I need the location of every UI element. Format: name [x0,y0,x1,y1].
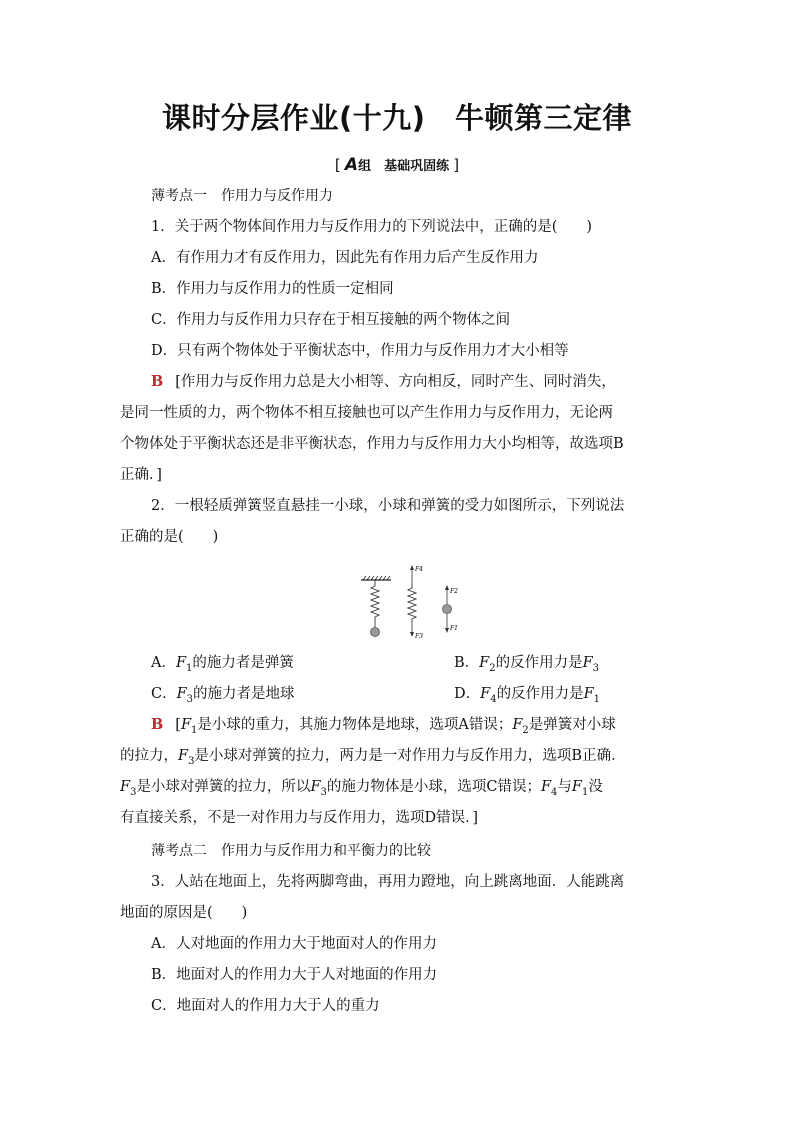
question-1-stem: 1．关于两个物体间作用力与反作用力的下列说法中，正确的是( ) [151,219,593,235]
question-3-stem-line-2: 地面的原因是( ) [120,905,248,921]
page-title: 课时分层作业(十九) 牛顿第三定律 [161,101,632,135]
question-2-option-d: D．$F_4$的反作用力是$F_1$ [454,686,601,705]
question-1-option-c: C．作用力与反作用力只存在于相互接触的两个物体之间 [151,312,511,328]
question-2-option-b: B．$F_2$的反作用力是$F_3$ [454,655,600,674]
question-1-option-a: A．有作用力才有反作用力，因此先有作用力后产生反作用力 [151,250,539,266]
question-2-explanation-line-4: 有直接关系，不是一对作用力与反作用力，选项D错误．] [120,810,479,826]
ball-2 [443,605,452,614]
question-2-explanation-line-2: 的拉力，$F_3$是小球对弹簧的拉力，两力是一对作用力与反作用力，选项B正确． [120,748,626,767]
section-heading-2: 薄考点二 作用力与反作用力和平衡力的比较 [151,843,431,859]
question-2-option-c: C．$F_3$的施力者是地球 [151,686,295,705]
bracket-close: ] [453,156,460,174]
question-3-stem-line-1: 3．人站在地面上，先将两脚弯曲，再用力蹬地，向上跳离地面．人能跳离 [151,874,625,890]
question-3-option-c: C．地面对人的作用力大于人的重力 [151,998,380,1014]
question-1-explanation-line-2: 是同一性质的力，两个物体不相互接触也可以产生作用力与反作用力，无论两 [120,405,613,421]
question-2-answer: B [151,716,164,733]
question-2-option-a: A．$F_1$的施力者是弹簧 [151,655,294,674]
f1-arrowhead [445,628,449,633]
spring-ball-force-figure [355,562,475,642]
question-1-explanation-line-1 [151,372,681,392]
f1-label: F1 [450,625,458,632]
question-2-explanation-line-3: $F_3$是小球对弹簧的拉力，所以$F_3$的施力物体是小球，选项C错误；$F_4$与$F_1$没 [120,779,603,798]
explanation-text: [作用力与反作用力总是大小相等、方向相反，同时产生、同时消失， [175,374,616,390]
question-3-option-b: B．地面对人的作用力大于人对地面的作用力 [151,967,438,983]
question-2-explanation-line-1: B [$F_1$是小球的重力，其施力物体是地球，选项A错误；$F_2$是弹簧对小球 [151,716,616,736]
question-1-explanation-line-4: 正确．] [120,467,162,483]
bracket-open: [ [334,156,341,174]
spring-2 [408,584,416,622]
f3-arrowhead [410,632,414,637]
group-letter: A [344,155,359,175]
question-1-explanation-line-3: 个物体处于平衡状态还是非平衡状态，作用力与反作用力大小均相等，故选项B [120,436,624,452]
question-2-stem-line-1: 2．一根轻质弹簧竖直悬挂一小球，小球和弹簧的受力如图所示，下列说法 [151,498,625,514]
ball-1 [371,628,380,637]
group-label: 组 基础巩固练 [358,159,450,174]
spring-1 [371,580,379,628]
question-1-option-d: D．只有两个物体处于平衡状态中，作用力与反作用力才大小相等 [151,343,569,359]
f3-label: F3 [415,633,423,640]
group-banner [0,155,794,175]
f2-arrowhead [445,585,449,590]
question-1-option-b: B．作用力与反作用力的性质一定相同 [151,281,394,297]
question-2-stem-line-2: 正确的是( ) [120,529,219,545]
question-3-option-a: A．人对地面的作用力大于地面对人的作用力 [151,936,437,952]
f2-label: F2 [450,588,458,595]
question-1-answer: B [151,373,164,390]
section-heading-1: 薄考点一 作用力与反作用力 [151,188,333,204]
f4-arrowhead [410,565,414,570]
f4-label: F4 [415,566,423,573]
